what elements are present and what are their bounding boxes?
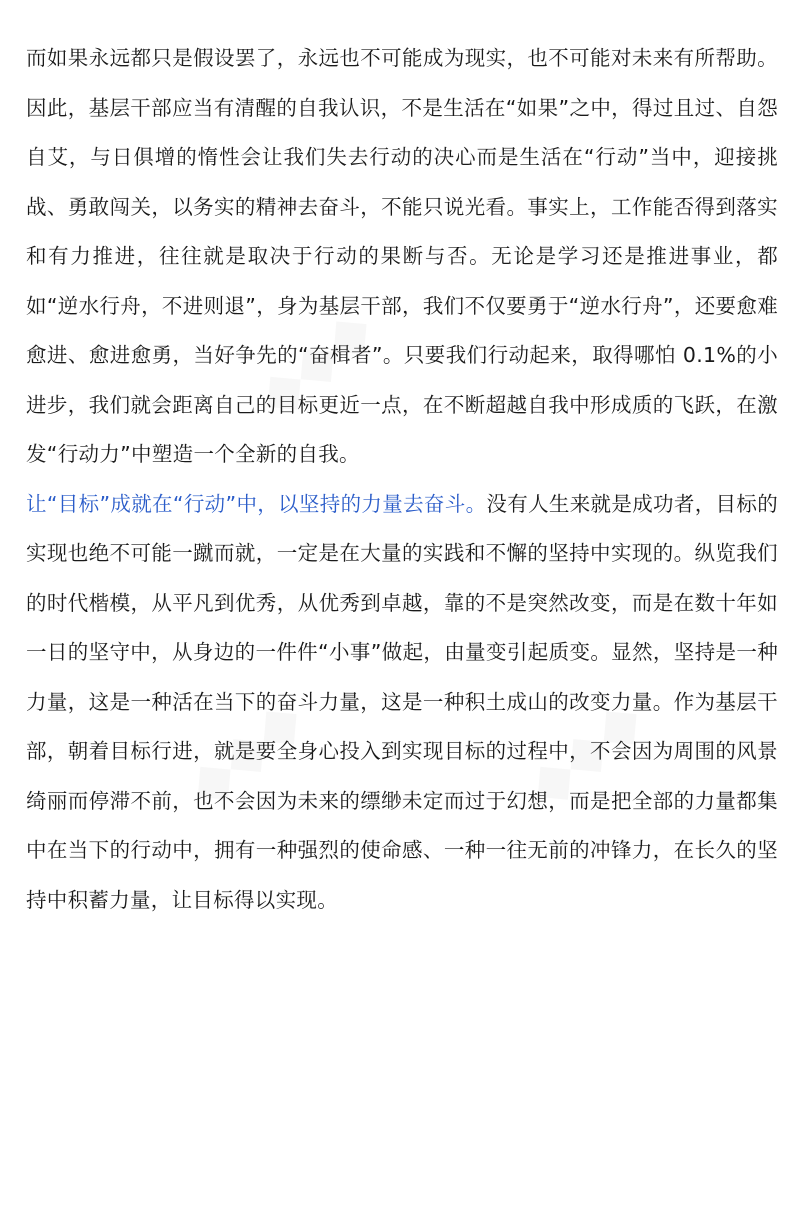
- watermark-1: ◆◆◆: [244, 296, 385, 429]
- paragraph-2-lead: 让“目标”成就在“行动”中，以坚持的力量去奋斗。: [26, 491, 487, 516]
- watermark-3: ◆◆◆: [514, 686, 655, 819]
- watermark-2: ◆◆◆: [174, 686, 315, 819]
- document-body: [26, 34, 778, 925]
- paragraph-1-text: 而如果永远都只是假设罢了，永远也不可能成为现实，也不可能对未来有所帮助。因此，基层干部应当有清醒的自我认识，不是生活在“如果”之中，得过且过、自怨自艾，与日俱增的惰性会让我们失去行动的决心而是生活在“行动”当中，迎接挑战、勇敢闯关，以务实的精神去奋斗，不能只说光看。事实上，工作能否得到落实和有力推进，往往就是取决于行动的果断与否。无论是学习还是推进事业，都如“逆水行舟，不进则退”，身为基层干部，我们不仅要勇于“逆水行舟”，还要愈难愈进、愈进愈勇，当好争先的“奋楫者”。只要我们行动起来，取得哪怕 0.1%的小进步，我们就会距离自己的目标更近一点，在不断超越自我中形成质的飞跃，在激发“行动力”中塑造一个全新的自我。: [26, 46, 778, 466]
- paragraph-2: [26, 480, 778, 926]
- paragraph-2-text: 没有人生来就是成功者，目标的实现也绝不可能一蹴而就，一定是在大量的实践和不懈的坚持中实现的。纵览我们的时代楷模，从平凡到优秀，从优秀到卓越，靠的不是突然改变，而是在数十年如一日的坚守中，从身边的一件件“小事”做起，由量变引起质变。显然，坚持是一种力量，这是一种活在当下的奋斗力量，这是一种积土成山的改变力量。作为基层干部，朝着目标行进，就是要全身心投入到实现目标的过程中，不会因为周围的风景绮丽而停滞不前，也不会因为未来的缥缈未定而过于幻想，而是把全部的力量都集中在当下的行动中，拥有一种强烈的使命感、一种一往无前的冲锋力，在长久的坚持中积蓄力量，让目标得以实现。: [26, 491, 778, 912]
- paragraph-1: [26, 34, 778, 480]
